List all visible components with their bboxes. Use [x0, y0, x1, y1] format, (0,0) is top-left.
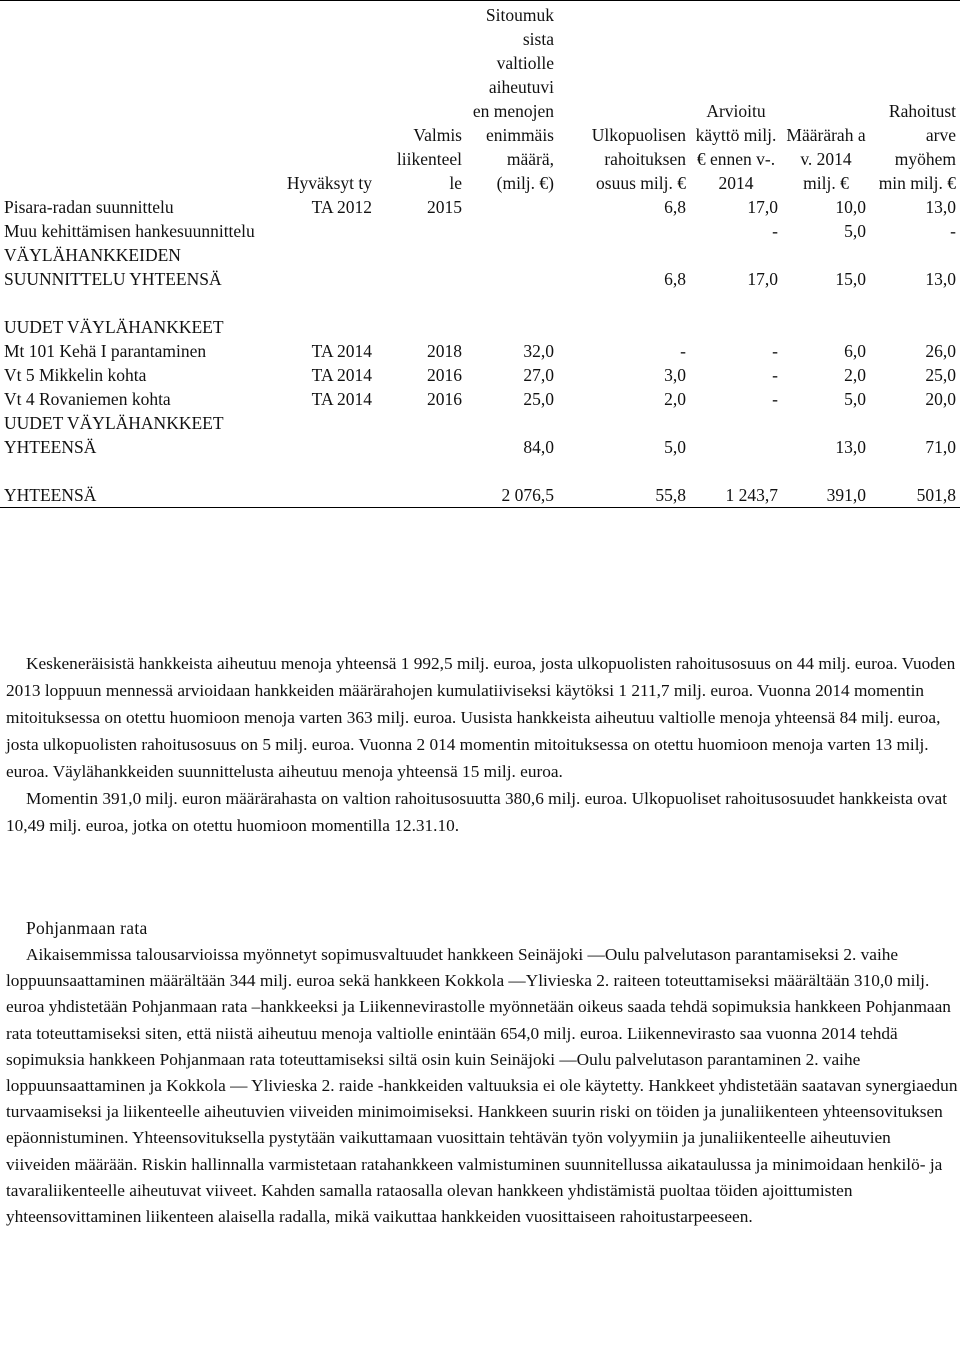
row-appropriation: 15,0	[835, 269, 866, 289]
row-later: 26,0	[925, 341, 956, 361]
row-commitment: 25,0	[523, 389, 554, 409]
row-later: -	[950, 221, 956, 241]
row-estimated: 17,0	[747, 197, 778, 217]
row-external: 55,8	[558, 483, 690, 508]
row-appropriation: 13,0	[835, 437, 866, 457]
header-later: Rahoitust arve myöhem min milj. €	[870, 1, 960, 196]
row-ready: 2016	[427, 389, 462, 409]
row-estimated: -	[772, 221, 778, 241]
row-estimated	[690, 411, 782, 459]
row-estimated: 1 243,7	[690, 483, 782, 508]
row-external	[558, 219, 690, 243]
row-ready	[376, 219, 466, 243]
row-later: 71,0	[925, 437, 956, 457]
row-commitment: 32,0	[523, 341, 554, 361]
table-row	[0, 315, 960, 339]
row-approved	[282, 219, 376, 243]
row-ready	[376, 411, 466, 459]
header-approved: Hyväksyt ty	[282, 1, 376, 196]
row-name: Vt 4 Rovaniemen kohta	[4, 389, 171, 409]
row-commitment	[466, 243, 558, 291]
row-ready	[376, 483, 466, 508]
header-appropriation: Määrärah a v. 2014 milj. €	[782, 1, 870, 196]
row-name: Pisara-radan suunnittelu	[4, 197, 174, 217]
row-approved	[282, 411, 376, 459]
row-commitment	[466, 195, 558, 219]
row-name: Mt 101 Kehä I parantaminen	[4, 341, 207, 361]
table-row	[0, 219, 960, 243]
table-row	[0, 195, 960, 219]
row-name: Vt 5 Mikkelin kohta	[4, 365, 147, 385]
row-commitment	[466, 219, 558, 243]
row-external: 6,8	[664, 269, 686, 289]
header-estimated: Arvioitu käyttö milj. € ennen v-. 2014	[690, 1, 782, 196]
table-total-row	[0, 483, 960, 508]
row-name: YHTEENSÄ	[0, 483, 282, 508]
table-spacer	[0, 459, 960, 483]
table-spacer	[0, 291, 960, 315]
row-approved	[282, 483, 376, 508]
row-ready	[376, 243, 466, 291]
row-name: UUDET VÄYLÄHANKKEET YHTEENSÄ	[4, 413, 224, 457]
row-later: 501,8	[870, 483, 960, 508]
header-ready: Valmis liikenteel le	[376, 1, 466, 196]
row-estimated: -	[772, 341, 778, 361]
table-row	[0, 363, 960, 387]
row-ready: 2015	[427, 197, 462, 217]
row-approved: TA 2012	[311, 197, 372, 217]
row-approved: TA 2014	[311, 389, 372, 409]
row-estimated: 17,0	[747, 269, 778, 289]
row-commitment: 84,0	[523, 437, 554, 457]
summary-paragraph	[6, 650, 958, 839]
table-row	[0, 411, 960, 459]
table-header-row	[0, 1, 960, 196]
row-external: 6,8	[664, 197, 686, 217]
row-name: UUDET VÄYLÄHANKKEET	[4, 317, 224, 337]
row-appropriation: 5,0	[844, 389, 866, 409]
row-external: -	[680, 341, 686, 361]
row-ready: 2018	[427, 341, 462, 361]
row-commitment: 2 076,5	[466, 483, 558, 508]
row-approved: TA 2014	[311, 341, 372, 361]
paragraph-3: Aikaisemmissa talousarvioissa myönnetyt sopimusvaltuudet hankkeen Seinäjoki —Oulu palvelutason parantamiseksi 2. vaihe loppuunsaattaminen määrältään 344 milj. euroa sekä hankkeen Kokkola —Ylivieska 2. raiteen toteuttamiseksi määrältään 310,0 milj. euroa yhdistetään Pohjanmaan rata –hankkeeksi ja Liikennevirastolle myönnetään oikeus saada tehdä sopimuksia hankkeen Pohjanmaan rata toteuttamiseksi siten, että niistä aiheutuu menoja valtiolle enintään 654,0 milj. euroa. Liikennevirasto saa vuonna 2014 tehdä sopimuksia hankkeen Pohjanmaan rata toteuttamiseksi siltä osin kuin Seinäjoki —Oulu palvelutason parantaminen 2. vaihe loppuunsaattaminen ja Kokkola — Ylivieska 2. raide -hankkeiden valtuuksia ei ole käytetty. Hankkeet yhdistetään saatavan synergiaedun turvaamiseksi ja liikenteelle aiheutuvien viiveiden minimoimiseksi. Hankkeen suurin riski on töiden ja junaliikenteen yhteensovituksen epäonnistuminen. Yhteensovituksella pystytään vaikuttamaan vuosittain tehtävän työn volyymiin ja junaliikenteelle aiheutuvien viiveiden määrään. Riskin hallinnalla varmistetaan ratahankkeen valmistuminen suunnitellussa aikataulussa ja minimoidaan henkilö- ja tavaraliikenteelle aiheutuvat viiveet. Kahden samalla rataosalla olevan hankkeen yhdistämistä puoltaa töiden ajoittumisten yhteensovittaminen liikenteen alaisella radalla, mikä vaikuttaa hankkeiden vuosittaiseen rahoitustarpeeseen.	[6, 945, 958, 1227]
row-approved	[282, 243, 376, 291]
row-name: VÄYLÄHANKKEIDEN SUUNNITTELU YHTEENSÄ	[4, 245, 222, 289]
row-later: 13,0	[925, 269, 956, 289]
row-later: 20,0	[925, 389, 956, 409]
row-approved: TA 2014	[311, 365, 372, 385]
row-external: 3,0	[664, 365, 686, 385]
row-name: Muu kehittämisen hankesuunnittelu	[4, 221, 255, 241]
table-row	[0, 339, 960, 363]
header-commitment: Sitoumuk sista valtiolle aiheutuvi en menojen enimmäis määrä, (milj. €)	[466, 1, 558, 196]
row-estimated: -	[772, 389, 778, 409]
pohjanmaa-paragraph	[6, 942, 958, 1230]
row-appropriation: 5,0	[844, 221, 866, 241]
header-name	[0, 1, 282, 196]
row-external: 5,0	[664, 437, 686, 457]
row-later: 25,0	[925, 365, 956, 385]
section-heading: Pohjanmaan rata	[26, 918, 148, 938]
paragraph-2: Momentin 391,0 milj. euron määrärahasta on valtion rahoitusosuutta 380,6 milj. euroa. Ulkopuoliset rahoitusosuudet hankkeista ovat 10,49 milj. euroa, jotka on otettu huomioon momentilla 12.31.10.	[6, 789, 948, 835]
row-external: 2,0	[664, 389, 686, 409]
row-commitment: 27,0	[523, 365, 554, 385]
table-row	[0, 387, 960, 411]
header-external: Ulkopuolisen rahoituksen osuus milj. €	[558, 1, 690, 196]
budget-table	[0, 0, 960, 508]
row-ready: 2016	[427, 365, 462, 385]
table-row	[0, 243, 960, 291]
row-appropriation: 2,0	[844, 365, 866, 385]
row-appropriation: 10,0	[835, 197, 866, 217]
row-estimated: -	[772, 365, 778, 385]
row-later: 13,0	[925, 197, 956, 217]
row-appropriation: 6,0	[844, 341, 866, 361]
paragraph-1: Keskeneräisistä hankkeista aiheutuu menoja yhteensä 1 992,5 milj. euroa, josta ulkopuolisten rahoitusosuus on 44 milj. euroa. Vuoden 2013 loppuun mennessä arvioidaan hankkeiden määrärahojen kumulatiiviseksi käytöksi 1 211,7 milj. euroa. Vuonna 2014 momentin mitoituksessa on otettu huomioon menoja varten 363 milj. euroa. Uusista hankkeista aiheutuu valtiolle menoja yhteensä 84 milj. euroa, josta ulkopuolisten rahoitusosuus on 5 milj. euroa. Vuonna 2 014 momentin mitoituksessa on otettu huomioon menoja varten 13 milj. euroa. Väylähankkeiden suunnittelusta aiheutuu menoja yhteensä 15 milj. euroa.	[6, 654, 956, 781]
row-appropriation: 391,0	[782, 483, 870, 508]
